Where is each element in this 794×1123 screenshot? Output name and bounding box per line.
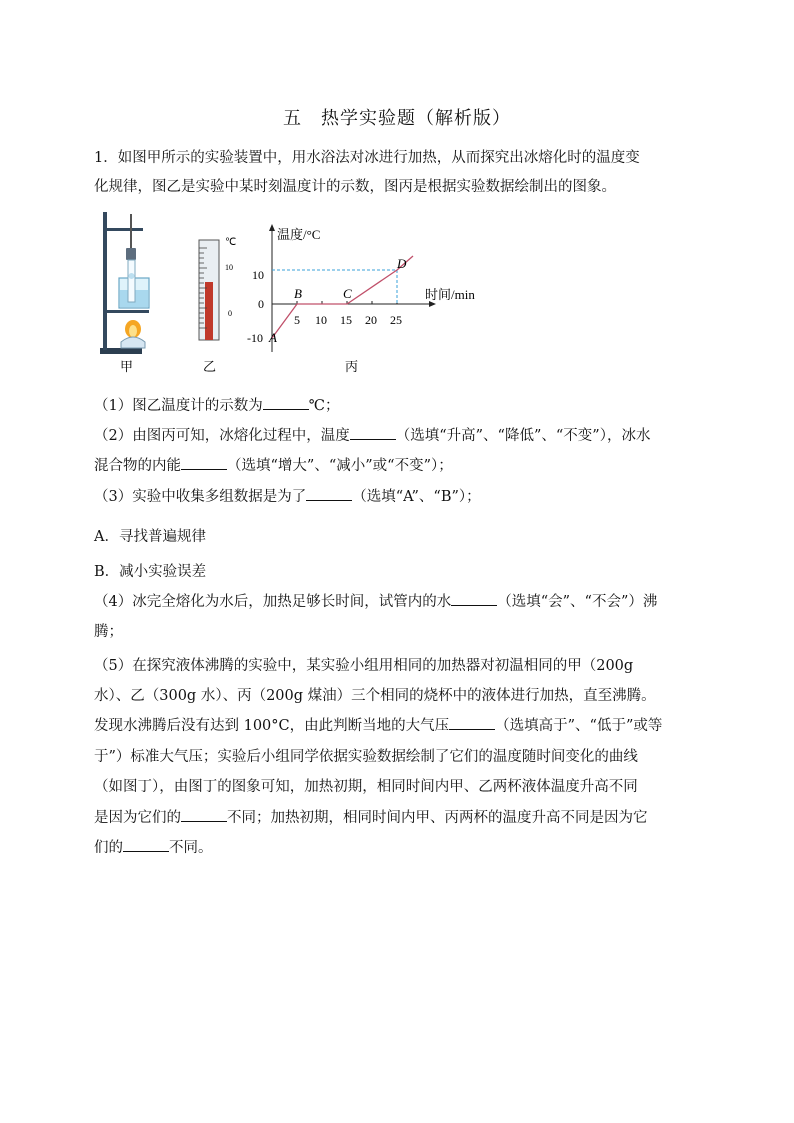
answer-blank-4[interactable] (451, 592, 497, 606)
thermometer-label-10: 10 (225, 263, 233, 272)
sub2-options2: （选填“增大”、“减小”或“不变”）； (227, 458, 453, 474)
q1-sub5-line3 (94, 714, 662, 735)
sub5-text3: 发现水沸腾后没有达到 100°C，由此判断当地的大气压 (94, 718, 450, 734)
q1-sub5-line2: 水）、乙（300g 水）、丙（200g 煤油）三个相同的烧杯中的液体进行加热，直至沸腾。 (94, 688, 656, 704)
sub5-text6b: 不同；加热初期，相同时间内甲、丙两杯的温度升高不同是因为它 (227, 810, 648, 826)
thermometer-unit: ℃ (225, 237, 237, 248)
q1-figures (90, 204, 530, 379)
q1-sub2-line1 (94, 424, 650, 445)
point-label-d: D (397, 256, 407, 271)
q1-intro-line2: 化规律，图乙是实验中某时刻温度计的示数，图丙是根据实验数据绘制出的图象。 (94, 179, 616, 195)
sub4-text: （4）冰完全熔化为水后，加热足够长时间，试管内的水 (94, 594, 452, 610)
sub5-options: （选填高于”、“低于”或等 (495, 718, 663, 734)
sub1-text: （1）图乙温度计的示数为 (94, 398, 263, 414)
q1-intro-line1: 1．如图甲所示的实验装置中，用水浴法对冰进行加热，从而探究出冰熔化时的温度变 (94, 150, 640, 166)
sub5-text7b: 不同。 (169, 840, 213, 856)
xtick-label: 10 (315, 313, 327, 327)
answer-blank-1[interactable] (263, 396, 309, 410)
sub2-text2: 混合物的内能 (94, 458, 181, 474)
ytick-0: 0 (258, 297, 264, 311)
q1-sub5-line1: （5）在探究液体沸腾的实验中，某实验小组用相同的加热器对初温相同的甲（200g (94, 658, 634, 674)
q1-sub5-line6 (94, 806, 648, 827)
q1-sub4-line2: 腾； (94, 624, 123, 640)
thermometer-figure (199, 237, 236, 374)
label-bing: 丙 (345, 359, 359, 374)
xtick-label: 5 (294, 313, 300, 327)
graph-figure (247, 224, 475, 374)
option-a: A．寻找普遍规律 (94, 529, 206, 545)
q1-sub5-line7 (94, 836, 213, 857)
sub4-options: （选填“会”、“不会”）沸 (497, 594, 658, 610)
sub1-unit: ℃； (308, 398, 340, 414)
sub2-text: （2）由图丙可知，冰熔化过程中，温度 (94, 428, 350, 444)
answer-blank-3[interactable] (306, 487, 352, 501)
xtick-label: 20 (365, 313, 377, 327)
q1-sub4-line1 (94, 590, 657, 611)
thermometer-label-0: 0 (228, 309, 232, 318)
label-jia: 甲 (120, 359, 134, 374)
answer-blank-5c[interactable] (123, 838, 169, 852)
ytick-neg10: -10 (247, 331, 263, 345)
q1-sub2-line2 (94, 454, 453, 475)
sub3-options: （选填“A”、“B”）； (352, 489, 481, 505)
q1-sub1 (94, 394, 339, 415)
xtick-label: 15 (340, 313, 352, 327)
answer-blank-5b[interactable] (181, 808, 227, 822)
figure-group (90, 204, 530, 379)
x-axis-label: 时间/min (425, 287, 475, 302)
answer-blank-2b[interactable] (181, 456, 227, 470)
sub2-options: （选填“升高”、“降低”、“不变”），冰水 (395, 428, 651, 444)
page-title: 五 热学实验题（解析版） (283, 108, 511, 129)
option-b: B．减小实验误差 (94, 564, 207, 580)
q1-sub3 (94, 485, 481, 506)
point-label-b: B (294, 286, 302, 301)
y-axis-label: 温度/°C (277, 227, 321, 242)
ytick-10: 10 (252, 268, 264, 282)
point-label-a: A (269, 330, 277, 345)
answer-blank-5a[interactable] (449, 716, 495, 730)
sub5-text6: 是因为它们的 (94, 810, 181, 826)
q1-sub5-line4: 于”）标准大气压；实验后小组同学依据实验数据绘制了它们的温度随时间变化的曲线 (94, 749, 638, 765)
xtick-label: 25 (390, 313, 402, 327)
label-yi: 乙 (203, 359, 217, 374)
q1-sub5-line5: （如图丁），由图丁的图象可知，加热初期，相同时间内甲、乙两杯液体温度升高不同 (94, 779, 638, 795)
sub3-text: （3）实验中收集多组数据是为了 (94, 489, 307, 505)
point-label-c: C (343, 286, 352, 301)
apparatus-figure (100, 212, 149, 374)
answer-blank-2a[interactable] (350, 426, 396, 440)
sub5-text7: 们的 (94, 840, 123, 856)
